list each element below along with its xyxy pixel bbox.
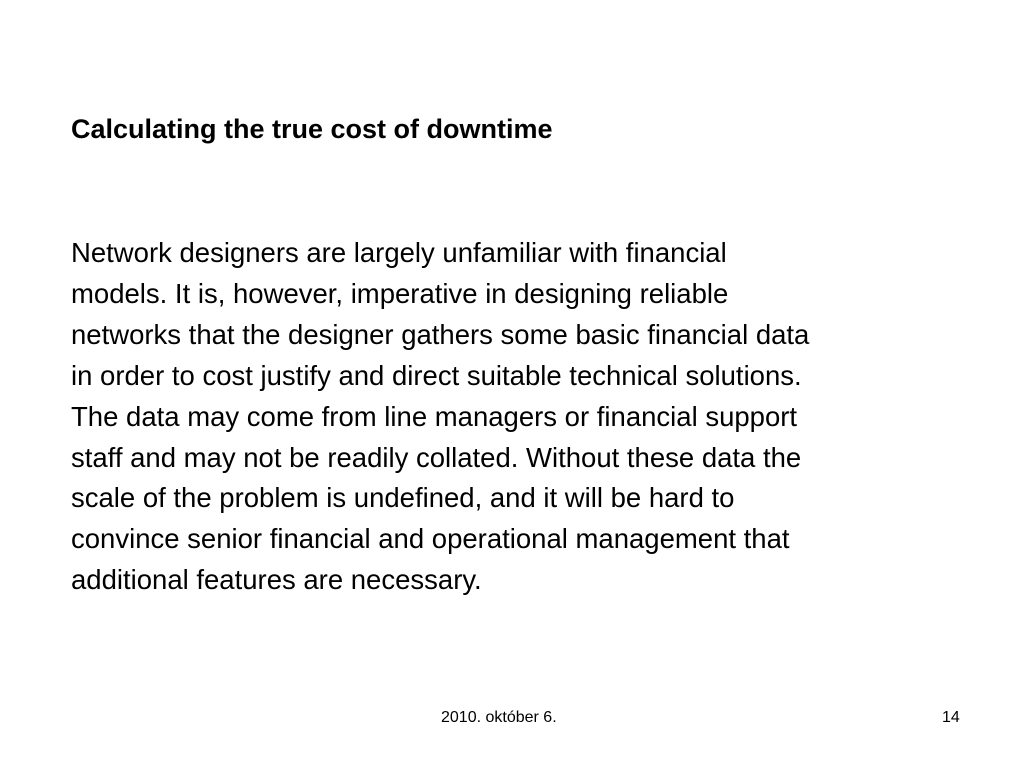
footer-date: 2010. október 6. [441,709,557,726]
slide-number: 14 [942,709,960,726]
body-line: staff and may not be readily collated. Without these data the [71,441,802,473]
body-line: networks that the designer gathers some basic financial data [71,318,810,350]
body-line: models. It is, however, imperative in designing reliable [71,277,729,309]
body-line: Network designers are largely unfamiliar with financial [71,237,727,268]
body-line: The data may come from line managers or financial support [71,400,798,432]
body-line: convince senior financial and operational management that [71,523,790,555]
slide-title: Calculating the true cost of downtime [71,114,553,144]
body-line: additional features are necessary. [71,564,482,596]
body-line: in order to cost justify and direct suitable technical solutions. [71,359,802,391]
slide-body [71,233,1011,601]
body-line: scale of the problem is undefined, and it will be hard to [71,482,735,514]
